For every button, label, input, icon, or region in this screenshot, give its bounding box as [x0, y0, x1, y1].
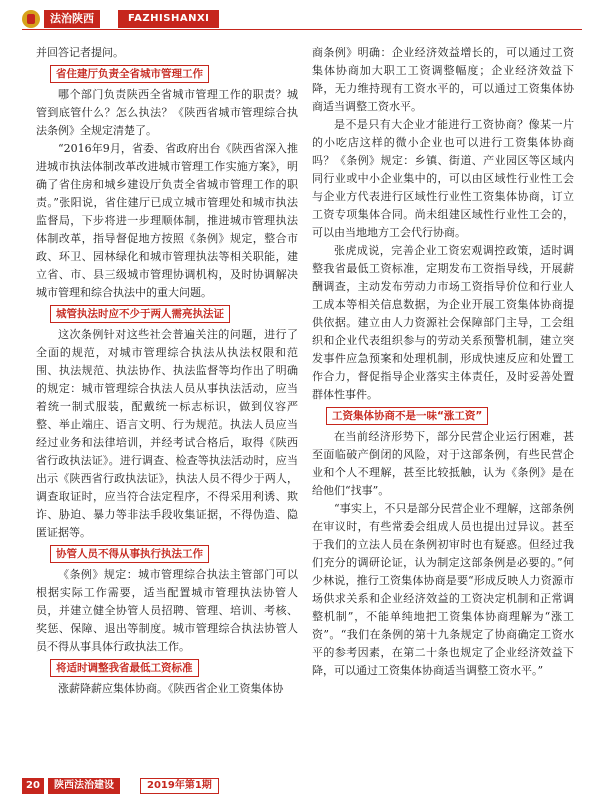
section-title: 法治陕西 — [44, 10, 100, 28]
subheading: 协管人员不得从事执行执法工作 — [50, 545, 209, 563]
subheading: 工资集体协商不是一味“涨工资” — [326, 407, 488, 425]
paragraph: 涨薪降薪应集体协商。《陕西省企业工资集体协 — [58, 682, 284, 695]
issue-number: 2019年第1期 — [140, 778, 219, 794]
publication-name: 陕西法治建设 — [48, 778, 120, 794]
right-column — [312, 44, 574, 680]
paragraph: 哪个部门负责陕西全省城市管理工作的职责？城管到底管什么？怎么执法？《陕西省城市管理综合执法条例》全规定清楚了。 — [36, 88, 298, 137]
subheading: 省住建厅负责全省城市管理工作 — [50, 65, 209, 83]
page-number: 20 — [22, 778, 44, 794]
page-header — [22, 8, 582, 30]
paragraph: 在当前经济形势下，部分民营企业运行困难，甚至面临破产倒闭的风险，对于这部条例，有些民营企业和个人不理解，甚至比较抵触，认为《条例》是在给他们“找事”。 — [312, 430, 574, 497]
paragraph: 《条例》规定：城市管理综合执法主管部门可以根据实际工作需要，适当配置城市管理执法协管人员，并建立健全协管人员招聘、管理、培训、考核、奖惩、保障、退出等制度。城市管理综合执法协管人员不得从事具体行政执法工作。 — [36, 568, 298, 653]
left-column — [36, 44, 298, 698]
subheading: 将适时调整我省最低工资标准 — [50, 659, 199, 677]
paragraph: 并回答记者提问。 — [36, 46, 124, 59]
page-footer — [22, 778, 322, 794]
paragraph: 是不是只有大企业才能进行工资协商？像某一片的小吃店这样的微小企业也可以进行工资集体协商吗？《条例》规定：乡镇、街道、产业园区等区域内同行业或中小企业集中的，可以由区域性行业性工会与企业方代表进行区域性行业性工资集体协商，订立工资专项集体合同。尚未组建区域性行业性工会的，可以由当地地方工会代行协商。 — [312, 118, 574, 239]
paragraph: “2016年9月，省委、省政府出台《陕西省深入推进城市执法体制改革改进城市管理工作实施方案》，明确了省住房和城乡建设厅负责全省城市管理工作的职责。”张阳说，省住建厅已成立城市管理处和城市执法监督局，下步将进一步理顺体制，推进城市管理执法体制改革，指导督促地方按照《条例》规定，整合市政、环卫、园林绿化和城市管理执法等相关职能，建立省、市、县三级城市管理协调机构，及时协调解决城市管理和综合执法中的重大问题。 — [36, 142, 298, 299]
paragraph: 商条例》明确：企业经济效益增长的，可以通过工资集体协商加大职工工资调整幅度；企业经济效益下降，无力维持现有工资水平的，可以通过工资集体协商适当调整工资水平。 — [312, 46, 574, 113]
section-title-english: FAZHISHANXI — [118, 10, 219, 28]
paragraph: 这次条例针对这些社会普遍关注的问题，进行了全面的规范，对城市管理综合执法从执法权限和范围、执法规范、执法协作、执法监督等均作出了明确的规定：城市管理综合执法人员从事执法活动，应当着统一制式服装，配戴统一标志标识，做到仪容严整、举止端庄、语言文明、行为规范。执法人员应当经过业务和法律培训，并经考试合格后，取得《陕西省行政执法证》。进行调查、检查等执法活动时，应当出示《陕西省行政执法证》，执法人员不得少于两人，调查取证时，应当符合法定程序，不得采用利诱、欺诈、胁迫、暴力等非法手段收集证据，不得伪造、隐匿证据等。 — [36, 328, 298, 539]
magazine-logo-icon — [22, 10, 40, 28]
header-divider — [22, 29, 582, 30]
paragraph: “事实上，不只是部分民营企业不理解，这部条例在审议时，有些常委会组成人员也提出过异议。甚至于我们的立法人员在条例初审时也有疑惑。但经过我们充分的调研论证，认为制定这部条例是必要的。”何少林说，推行工资集体协商是要“形成反映人力资源市场供求关系和企业经济效益的工资决定机制和正常调整机制”，不能单纯地把工资集体协商理解为“涨工资”。“我们在条例的第十九条规定了协商确定工资水平的参考因素，在第二十条也规定了企业经济效益下降，可以通过工资集体协商适当调整工资水平。” — [312, 502, 574, 677]
subheading: 城管执法时应不少于两人需亮执法证 — [50, 305, 230, 323]
paragraph: 张虎成说，完善企业工资宏观调控政策，适时调整我省最低工资标准，定期发布工资指导线，开展薪酬调查，主动发布劳动力市场工资指导价位和行业人工成本等相关信息数据，为企业开展工资集体协商提供依据。建立由人力资源社会保障部门主导，工会组织和企业代表组织参与的劳动关系预警机制，建立突发事件应急预案和处理机制，形成快速反应和处置工作合力，督促指导企业落实主体责任，及时妥善处置群体性事件。 — [312, 244, 574, 401]
